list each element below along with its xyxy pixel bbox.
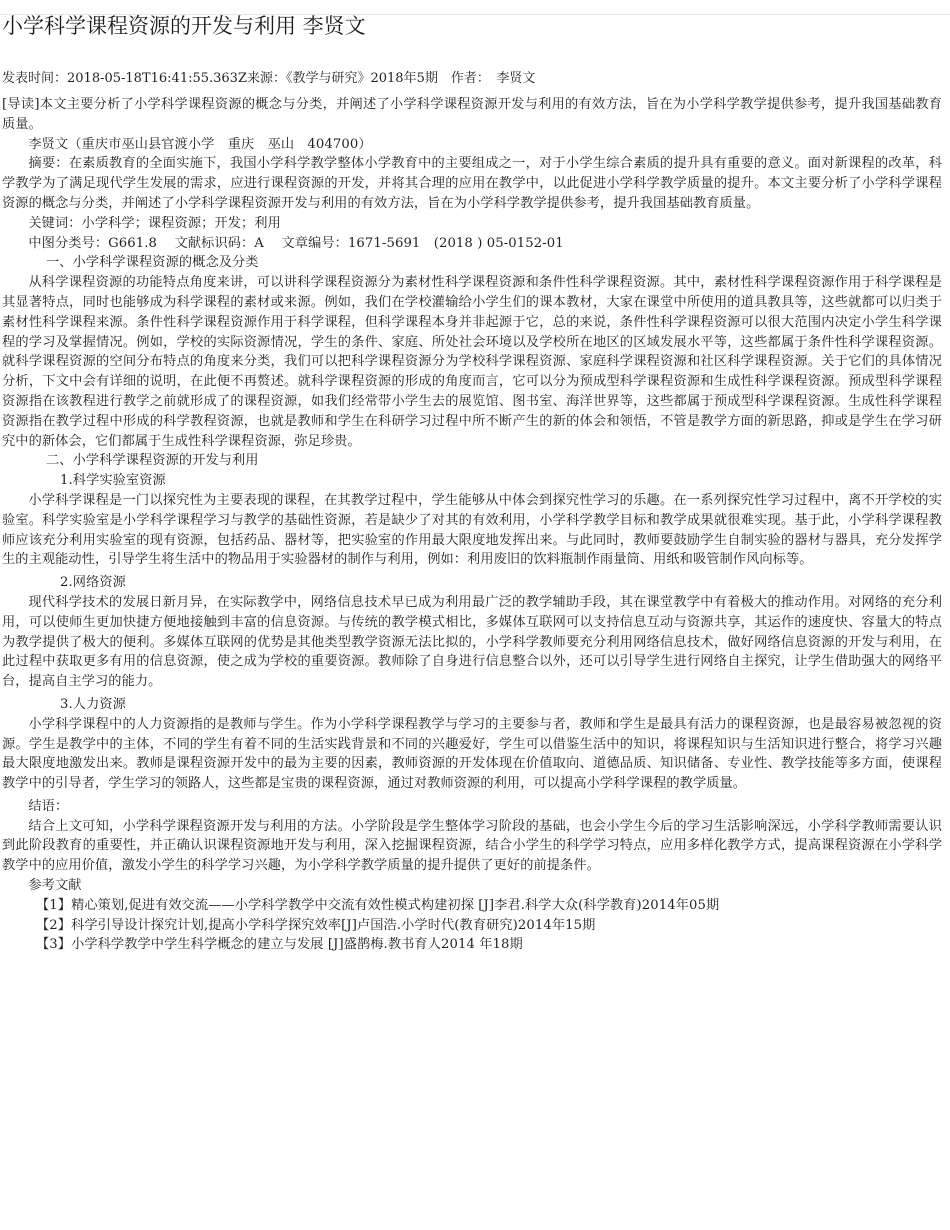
references-heading: 参考文献 bbox=[28, 878, 82, 894]
article-body bbox=[2, 95, 942, 955]
section-heading-2: 二、小学科学课程资源的开发与利用 bbox=[46, 453, 259, 469]
page-title: 小学科学课程资源的开发与利用 李贤文 bbox=[2, 14, 366, 38]
human-resources-paragraph: 小学科学课程中的人力资源指的是教师与学生。作为小学科学课程教学与学习的主要参与者，教师和学生是最具有活力的课程资源，也是最容易被忽视的资源。学生是教学中的主体，不同的学生有着不同的生活实践背景和不同的兴趣爱好，学生可以借鉴生活中的知识，将课程知识与生活知识进行整合，将学习兴趣最大限度地激发出来。教师是课程资源开发中的最为主要的因素，教师资源的开发体现在价值取向、道德品质、知识储备、专业性、教学技能等多方面，使课程教学中的引导者，学生学习的领路人，这些都是宝贵的课程资源，通过对教师资源的利用，可以提高小学科学课程的教学质量。 bbox=[2, 716, 942, 792]
lab-resources-paragraph: 小学科学课程是一门以探究性为主要表现的课程，在其教学过程中，学生能够从中体会到探究性学习的乐趣。在一系列探究性学习过程中，离不开学校的实验室。科学实验室是小学科学课程学习与教学的基础性资源，若是缺少了对其的有效利用，小学科学教学目标和教学成果就很难实现。基于此，小学科学课程教师应该充分利用实验室的现有资源，包括药品、器材等，把实验室的作用最大限度地发挥出来。与此同时，教师要鼓励学生自制实验的器材与器具，充分发挥学生的主观能动性，引导学生将生活中的物品用于实验器材的制作与利用，例如：利用废旧的饮料瓶制作雨量筒、用纸和吸管制作风向标等。 bbox=[2, 492, 942, 568]
subheading-human-resources: 3.人力资源 bbox=[60, 696, 126, 712]
reference-item: 【3】小学科学教学中学生科学概念的建立与发展 [J]盛鹊梅.教书育人2014 年18期 bbox=[36, 937, 523, 953]
subheading-network-resources: 2.网络资源 bbox=[60, 575, 126, 591]
subheading-lab-resources: 1.科学实验室资源 bbox=[60, 473, 166, 489]
abstract: 摘要：在素质教育的全面实施下，我国小学科学教学整体小学教育中的主要组成之一，对于小学生综合素质的提升具有重要的意义。面对新课程的改革，科学教学为了满足现代学生发展的需求，应进行课程资源的开发，并将其合理的应用在教学中，以此促进小学科学教学质量的提升。本文主要分析了小学科学课程资源的概念与分类，并阐述了小学科学课程资源开发与利用的有效方法，旨在为小学科学教学提供参考，提升我国基础教育质量。 bbox=[2, 156, 942, 211]
classification-line: 中图分类号：G661.8 文献标识码：A 文章编号：1671-5691 (2018 ) 05-0152-01 bbox=[28, 235, 564, 251]
conclusion-paragraph: 结合上文可知，小学科学课程资源开发与利用的方法。小学阶段是学生整体学习阶段的基础，也会小学生今后的学习生活影响深远，小学科学教师需要认识到此阶段教育的重要性，并正确认识课程资源地开发与利用，深入挖掘课程资源，结合小学生的科学学习特点，应用多样化教学方式，提高课程资源在小学科学教学中的应用价值，激发小学生的科学学习兴趣，为小学科学教学质量的提升提供了更好的前提条件。 bbox=[2, 818, 942, 874]
reference-item: 【2】科学引导设计探究计划,提高小学科学探究效率[J]卢国浩.小学时代(教育研究)2014年15期 bbox=[36, 917, 596, 933]
reference-item: 【1】精心策划,促进有效交流——小学科学教学中交流有效性模式构建初探 [J]李君.科学大众(科学教育)2014年05期 bbox=[36, 897, 720, 913]
keywords: 关键词：小学科学；课程资源；开发；利用 bbox=[28, 215, 281, 231]
section-heading-1: 一、小学科学课程资源的概念及分类 bbox=[46, 255, 259, 271]
conclusion-label: 结语： bbox=[28, 798, 69, 814]
author-line: 李贤文（重庆市巫山县官渡小学 重庆 巫山 404700） bbox=[28, 136, 372, 152]
section-1-paragraph: 从科学课程资源的功能特点角度来讲，可以讲科学课程资源分为素材性科学课程资源和条件性科学课程资源。其中，素材性科学课程资源作用于科学课程是其显著特点，同时也能够成为科学课程的素材或来源。例如，我们在学校灌输给小学生们的课本教材，大家在课堂中所使用的道具教具等，这些就都可以归类于素材性科学课程来源。条件性科学课程资源作用于科学课程，但科学课程本身并非起源于它，总的来说，条件性科学课程资源可以很大范围内决定小学生科学课程的学习及掌握情况。例如，学校的实际资源情况，学生的条件、家庭、所处社会环境以及学校所在地区的区域发展水平等，这些都属于条件性科学课程资源。就科学课程资源的空间分布特点的角度来分类，我们可以把科学课程资源分为学校科学课程资源、家庭科学课程资源和社区科学课程资源。关于它们的具体情况分析，下文中会有详细的说明，在此便不再赘述。就科学课程资源的形成的角度而言，它可以分为预成型科学课程资源和生成性科学课程资源。预成型科学课程资源指在该教程进行教学之前就形成了的课程资源，如我们经常带小学生去的展览馆、图书室、海洋世界等，这些都属于预成型科学课程资源。生成性科学课程资源指在教学过程中形成的科学教程资源，也就是教师和学生在科研学习过程中所不断产生的新的体会和领悟，不管是教学方面的新思路，抑或是学生在学习研究中的新体会，它们都属于生成性科学课程资源，弥足珍贵。 bbox=[2, 275, 942, 449]
intro-text: [导读]本文主要分析了小学科学课程资源的概念与分类，并阐述了小学科学课程资源开发与利用的有效方法，旨在为小学科学教学提供参考，提升我国基础教育质量。 bbox=[2, 97, 942, 132]
network-resources-paragraph: 现代科学技术的发展日新月异，在实际教学中，网络信息技术早已成为利用最广泛的教学辅助手段，其在课堂教学中有着极大的推动作用。对网络的充分利用，可以使师生更加快捷方便地接触到丰富的信息资源。与传统的教学模式相比，多媒体互联网可以支持信息互动与资源共享，其运作的速度快、容量大的特点为教学提供了极大的便利。多媒体互联网的优势是其他类型教学资源无法比拟的，小学科学教师要充分利用网络信息技术，做好网络信息资源的开发与利用，在此过程中获取更多有用的信息资源，使之成为学校的重要资源。教师除了自身进行信息整合以外，还可以引导学生进行网络自主探究，让学生借助强大的网络平台，提高自主学习的能力。 bbox=[2, 594, 942, 690]
article-meta: 发表时间：2018-05-18T16:41:55.363Z来源：《教学与研究》2018年5期 作者： 李贤文 bbox=[2, 71, 536, 86]
